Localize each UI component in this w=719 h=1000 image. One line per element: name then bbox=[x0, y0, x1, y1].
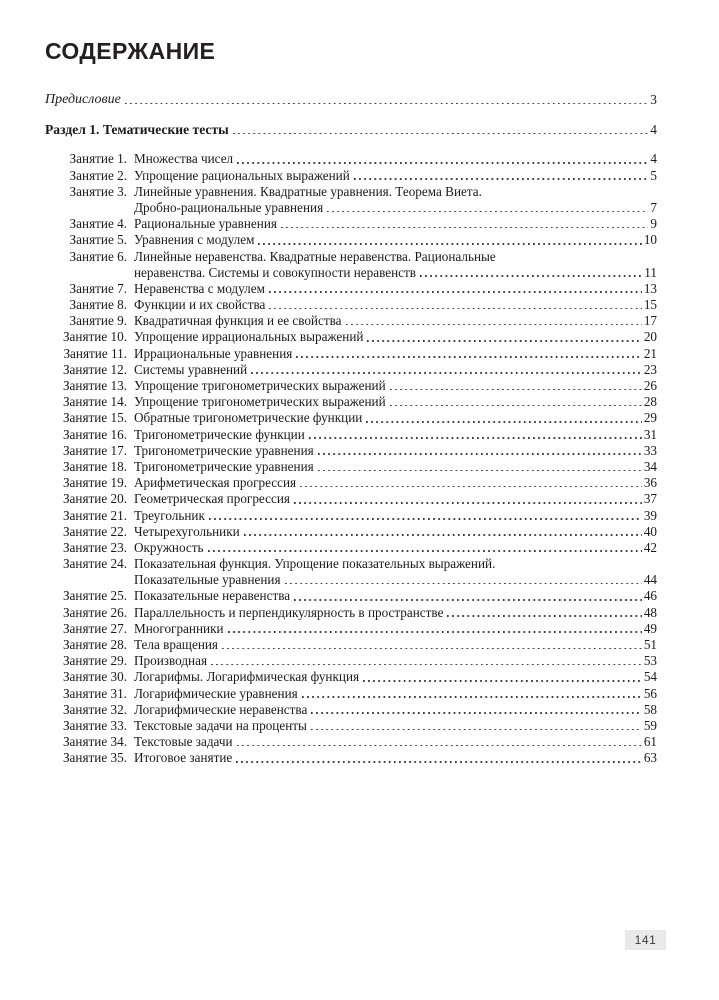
lesson-page: 9 bbox=[650, 216, 657, 232]
lesson-title: Линейные неравенства. Квадратные неравенства. Рациональные bbox=[134, 248, 496, 264]
toc-entry-line bbox=[45, 232, 657, 248]
toc-entry-lesson[interactable] bbox=[45, 443, 657, 459]
lesson-title: Параллельность и перпендикулярность в пространстве bbox=[134, 604, 444, 620]
dot-leader bbox=[300, 475, 642, 491]
toc-entry-line bbox=[45, 249, 657, 265]
lesson-title: Тела вращения bbox=[134, 637, 218, 652]
lesson-title: Тригонометрические функции bbox=[134, 426, 305, 442]
lesson-title-continued: Дробно-рациональные уравнения bbox=[134, 199, 324, 215]
toc-entry-lesson[interactable] bbox=[45, 750, 657, 766]
toc-entry-lesson[interactable] bbox=[45, 508, 657, 524]
toc-entry-line bbox=[45, 588, 657, 604]
lesson-title: Неравенства с модулем bbox=[134, 280, 265, 296]
page-title: СОДЕРЖАНИЕ bbox=[45, 38, 216, 64]
lesson-tag: Занятие 10. bbox=[62, 329, 127, 345]
lesson-tag: Занятие 31. bbox=[62, 685, 127, 701]
lesson-title: Рациональные уравнения bbox=[134, 216, 277, 232]
lesson-title: Упрощение тригонометрических выражений bbox=[134, 378, 386, 393]
dot-leader bbox=[354, 168, 649, 184]
toc-entry-line bbox=[45, 718, 657, 734]
lesson-entries bbox=[45, 151, 657, 766]
toc-entry-lesson[interactable] bbox=[45, 588, 657, 604]
toc-entry-preface[interactable] bbox=[45, 92, 657, 108]
lesson-title: Тригонометрические уравнения bbox=[134, 442, 314, 458]
lesson-tag: Занятие 14. bbox=[62, 394, 127, 410]
toc-entry-line bbox=[45, 443, 657, 459]
lesson-tag: Занятие 23. bbox=[62, 539, 127, 555]
dot-leader bbox=[309, 427, 642, 443]
toc-entry-lesson[interactable] bbox=[45, 556, 657, 588]
dot-leader bbox=[222, 637, 642, 653]
lesson-title: Квадратичная функция и ее свойства bbox=[134, 313, 342, 329]
lesson-title: Геометрическая прогрессия bbox=[134, 491, 290, 507]
toc-entry-line bbox=[45, 313, 657, 329]
toc-entry-line bbox=[45, 540, 657, 556]
lesson-page: 15 bbox=[643, 297, 657, 313]
toc-entry-lesson[interactable] bbox=[45, 718, 657, 734]
lesson-title: Обратные тригонометрические функции bbox=[134, 410, 363, 426]
lesson-page: 20 bbox=[643, 329, 657, 345]
dot-leader bbox=[311, 702, 642, 718]
lesson-tag: Занятие 29. bbox=[62, 653, 127, 669]
dot-leader bbox=[367, 329, 641, 345]
dot-leader bbox=[363, 669, 642, 685]
dot-leader bbox=[296, 346, 641, 362]
toc-entry-lesson[interactable] bbox=[45, 249, 657, 281]
toc-entry-line bbox=[45, 378, 657, 394]
toc-entry-lesson[interactable] bbox=[45, 427, 657, 443]
dot-leader bbox=[390, 394, 642, 410]
lesson-title-continued: Показательные уравнения bbox=[134, 572, 281, 588]
lesson-tag: Занятие 4. bbox=[69, 216, 127, 232]
lesson-tag: Занятие 3. bbox=[69, 183, 127, 199]
toc-entry-line bbox=[45, 297, 657, 313]
lesson-page: 37 bbox=[643, 491, 657, 507]
lesson-title: Окружность bbox=[134, 539, 204, 555]
lesson-page: 56 bbox=[643, 685, 657, 701]
lesson-tag: Занятие 35. bbox=[62, 750, 127, 766]
lesson-page: 46 bbox=[643, 588, 657, 604]
dot-leader bbox=[318, 443, 642, 459]
toc-entry-page: 3 bbox=[650, 92, 657, 107]
dot-leader bbox=[281, 216, 648, 232]
lesson-title: Уравнения с модулем bbox=[134, 232, 255, 248]
lesson-tag: Занятие 32. bbox=[62, 701, 127, 717]
lesson-page: 34 bbox=[643, 458, 657, 474]
lesson-page: 23 bbox=[643, 361, 657, 377]
toc-entry-lesson[interactable] bbox=[45, 232, 657, 248]
lesson-page: 48 bbox=[643, 604, 657, 620]
toc-entry-lesson[interactable] bbox=[45, 281, 657, 297]
toc-entry-line bbox=[45, 491, 657, 507]
lesson-tag: Занятие 22. bbox=[62, 523, 127, 539]
lesson-title: Упрощение рациональных выражений bbox=[134, 167, 350, 183]
dot-leader bbox=[209, 508, 642, 524]
lesson-title: Линейные уравнения. Квадратные уравнения. Теорема Виета. bbox=[134, 183, 482, 199]
toc-entry-lesson[interactable] bbox=[45, 151, 657, 167]
lesson-tag: Занятие 33. bbox=[62, 717, 127, 733]
lesson-title: Иррациональные уравнения bbox=[134, 345, 293, 361]
toc-entry-lesson[interactable] bbox=[45, 459, 657, 475]
lesson-page: 54 bbox=[643, 669, 657, 685]
lesson-page: 26 bbox=[643, 378, 657, 393]
lesson-page: 63 bbox=[643, 750, 657, 766]
toc-entry-lesson[interactable] bbox=[45, 540, 657, 556]
lesson-title: Показательные неравенства bbox=[134, 588, 291, 604]
lesson-tag: Занятие 34. bbox=[62, 734, 127, 750]
toc-entry-line bbox=[45, 637, 657, 653]
lesson-tag: Занятие 6. bbox=[69, 248, 127, 264]
lesson-title: Логарифмические неравенства bbox=[134, 701, 308, 717]
toc-entry-line bbox=[45, 394, 657, 410]
dot-leader bbox=[346, 313, 642, 329]
lesson-page: 36 bbox=[643, 475, 657, 491]
lesson-title: Текстовые задачи bbox=[134, 734, 233, 750]
lesson-page: 29 bbox=[643, 410, 657, 426]
toc-entry-lesson[interactable] bbox=[45, 734, 657, 750]
toc-entry-lesson[interactable] bbox=[45, 184, 657, 216]
toc-entry-line bbox=[45, 168, 657, 184]
lesson-tag: Занятие 7. bbox=[69, 280, 127, 296]
lesson-page: 5 bbox=[650, 167, 657, 183]
lesson-title: Треугольник bbox=[134, 507, 205, 523]
dot-leader bbox=[318, 459, 642, 475]
toc-entry-line bbox=[45, 508, 657, 524]
dot-leader bbox=[366, 410, 641, 426]
toc-entry-line bbox=[45, 410, 657, 426]
toc-entry-line bbox=[45, 184, 657, 200]
toc-entry-label: Предисловие bbox=[45, 92, 121, 107]
lesson-page: 11 bbox=[644, 264, 657, 280]
lesson-tag: Занятие 24. bbox=[62, 556, 127, 572]
toc-entry-lesson[interactable] bbox=[45, 410, 657, 426]
dot-leader bbox=[237, 151, 648, 167]
dot-leader bbox=[294, 491, 642, 507]
dot-leader bbox=[208, 540, 642, 556]
lesson-page: 61 bbox=[643, 734, 657, 750]
lesson-tag: Занятие 26. bbox=[62, 604, 127, 620]
dot-leader bbox=[294, 588, 642, 604]
toc-entry-lesson[interactable] bbox=[45, 394, 657, 410]
lesson-page: 10 bbox=[643, 232, 657, 248]
lesson-tag: Занятие 13. bbox=[62, 378, 127, 393]
toc-entry-line bbox=[45, 750, 657, 766]
toc-entry-line bbox=[45, 605, 657, 621]
lesson-tag: Занятие 15. bbox=[62, 410, 127, 426]
lesson-page: 21 bbox=[643, 345, 657, 361]
lesson-title: Арифметическая прогрессия bbox=[134, 475, 297, 491]
lesson-title: Текстовые задачи на проценты bbox=[134, 717, 307, 733]
toc-entry-lesson[interactable] bbox=[45, 524, 657, 540]
dot-leader bbox=[447, 605, 641, 621]
dot-leader bbox=[236, 750, 642, 766]
lesson-page: 13 bbox=[643, 280, 657, 296]
toc-entry-lesson[interactable] bbox=[45, 216, 657, 232]
lesson-page: 58 bbox=[643, 701, 657, 717]
toc-entry-lesson[interactable] bbox=[45, 362, 657, 378]
toc-entry-line bbox=[45, 475, 657, 491]
toc-entry-lesson[interactable] bbox=[45, 653, 657, 669]
toc-entry-lesson[interactable] bbox=[45, 378, 657, 394]
dot-leader bbox=[125, 92, 648, 108]
lesson-tag: Занятие 1. bbox=[69, 151, 127, 167]
toc-entry-lesson[interactable] bbox=[45, 491, 657, 507]
lesson-page: 42 bbox=[643, 539, 657, 555]
toc-entry-list bbox=[45, 92, 657, 767]
toc-entry-line bbox=[45, 459, 657, 475]
dot-leader bbox=[251, 362, 642, 378]
toc-entry-lesson[interactable] bbox=[45, 669, 657, 685]
dot-leader bbox=[244, 524, 642, 540]
toc-entry-line bbox=[45, 556, 657, 572]
dot-leader bbox=[420, 265, 642, 281]
dot-leader bbox=[228, 621, 642, 637]
toc-entry-line bbox=[45, 216, 657, 232]
lesson-tag: Занятие 19. bbox=[62, 475, 127, 491]
toc-entry-lesson[interactable] bbox=[45, 313, 657, 329]
toc-entry-lesson[interactable] bbox=[45, 475, 657, 491]
toc-entry-section[interactable] bbox=[45, 122, 657, 138]
lesson-page: 44 bbox=[643, 572, 657, 588]
toc-entry-line bbox=[45, 734, 657, 750]
dot-leader bbox=[211, 653, 642, 669]
lesson-tag: Занятие 30. bbox=[62, 669, 127, 685]
toc-entry-line bbox=[45, 427, 657, 443]
lesson-title: Функции и их свойства bbox=[134, 297, 266, 313]
toc-entry-line bbox=[45, 686, 657, 702]
lesson-title: Показательная функция. Упрощение показательных выражений. bbox=[134, 556, 496, 572]
dot-leader bbox=[302, 686, 642, 702]
lesson-page: 51 bbox=[643, 637, 657, 652]
lesson-title: Упрощение иррациональных выражений bbox=[134, 329, 364, 345]
toc-entry-lesson[interactable] bbox=[45, 702, 657, 718]
lesson-tag: Занятие 8. bbox=[69, 297, 127, 313]
toc-entry-line bbox=[45, 281, 657, 297]
lesson-title: Многогранники bbox=[134, 620, 224, 636]
dot-leader bbox=[237, 734, 642, 750]
toc-entry-lesson[interactable] bbox=[45, 329, 657, 345]
lesson-title: Множества чисел bbox=[134, 151, 234, 167]
toc-entry-lesson[interactable] bbox=[45, 346, 657, 362]
dot-leader bbox=[311, 718, 642, 734]
dot-leader bbox=[233, 122, 649, 138]
lesson-title: Четырехугольники bbox=[134, 523, 240, 539]
toc-entry-line bbox=[45, 702, 657, 718]
lesson-page: 7 bbox=[650, 199, 657, 215]
footer-page-number: 141 bbox=[625, 930, 666, 950]
lesson-tag: Занятие 18. bbox=[62, 458, 127, 474]
dot-leader bbox=[269, 297, 641, 313]
toc-entry-lesson[interactable] bbox=[45, 637, 657, 653]
dot-leader bbox=[285, 572, 642, 588]
lesson-title: Логарифмические уравнения bbox=[134, 685, 298, 701]
lesson-page: 31 bbox=[643, 426, 657, 442]
toc-entry-line bbox=[45, 265, 657, 281]
lesson-title: Итоговое занятие bbox=[134, 750, 233, 766]
dot-leader bbox=[327, 200, 648, 216]
lesson-tag: Занятие 9. bbox=[69, 313, 127, 329]
lesson-page: 53 bbox=[643, 653, 657, 669]
toc-entry-line bbox=[45, 329, 657, 345]
lesson-page: 59 bbox=[643, 717, 657, 733]
toc-entry-lesson[interactable] bbox=[45, 297, 657, 313]
toc-entry-line bbox=[45, 572, 657, 588]
toc-section-label: Раздел 1. Тематические тесты bbox=[45, 122, 229, 138]
lesson-title: Логарифмы. Логарифмическая функция bbox=[134, 669, 360, 685]
lesson-title: Производная bbox=[134, 653, 208, 669]
dot-leader bbox=[258, 232, 641, 248]
lesson-page: 33 bbox=[643, 442, 657, 458]
lesson-title: Тригонометрические уравнения bbox=[134, 458, 314, 474]
toc-entry-lesson[interactable] bbox=[45, 621, 657, 637]
toc-entry-line bbox=[45, 669, 657, 685]
dot-leader bbox=[269, 281, 642, 297]
lesson-tag: Занятие 27. bbox=[62, 620, 127, 636]
toc-entry-lesson[interactable] bbox=[45, 605, 657, 621]
lesson-tag: Занятие 5. bbox=[69, 232, 127, 248]
lesson-tag: Занятие 25. bbox=[62, 588, 127, 604]
lesson-title-continued: неравенства. Системы и совокупности неравенств bbox=[134, 264, 416, 280]
lesson-page: 4 bbox=[650, 151, 657, 167]
toc-entry-lesson[interactable] bbox=[45, 686, 657, 702]
lesson-page: 17 bbox=[643, 313, 657, 329]
toc-entry-line bbox=[45, 200, 657, 216]
lesson-tag: Занятие 21. bbox=[62, 507, 127, 523]
toc-entry-line bbox=[45, 653, 657, 669]
lesson-tag: Занятие 11. bbox=[63, 345, 127, 361]
lesson-page: 39 bbox=[643, 507, 657, 523]
toc-entry-line bbox=[45, 346, 657, 362]
lesson-tag: Занятие 16. bbox=[62, 426, 127, 442]
lesson-page: 49 bbox=[643, 620, 657, 636]
toc-entry-line bbox=[45, 362, 657, 378]
dot-leader bbox=[390, 378, 642, 394]
toc-section-page: 4 bbox=[650, 122, 657, 138]
lesson-title: Системы уравнений bbox=[134, 361, 248, 377]
lesson-page: 40 bbox=[643, 523, 657, 539]
lesson-page: 28 bbox=[643, 394, 657, 410]
toc-entry-lesson[interactable] bbox=[45, 168, 657, 184]
lesson-tag: Занятие 2. bbox=[69, 167, 127, 183]
toc-entry-line bbox=[45, 621, 657, 637]
lesson-tag: Занятие 28. bbox=[62, 637, 127, 652]
toc-entry-line bbox=[45, 524, 657, 540]
lesson-tag: Занятие 12. bbox=[62, 361, 127, 377]
lesson-tag: Занятие 17. bbox=[62, 442, 127, 458]
lesson-tag: Занятие 20. bbox=[62, 491, 127, 507]
lesson-title: Упрощение тригонометрических выражений bbox=[134, 394, 386, 410]
toc-entry-line bbox=[45, 151, 657, 167]
